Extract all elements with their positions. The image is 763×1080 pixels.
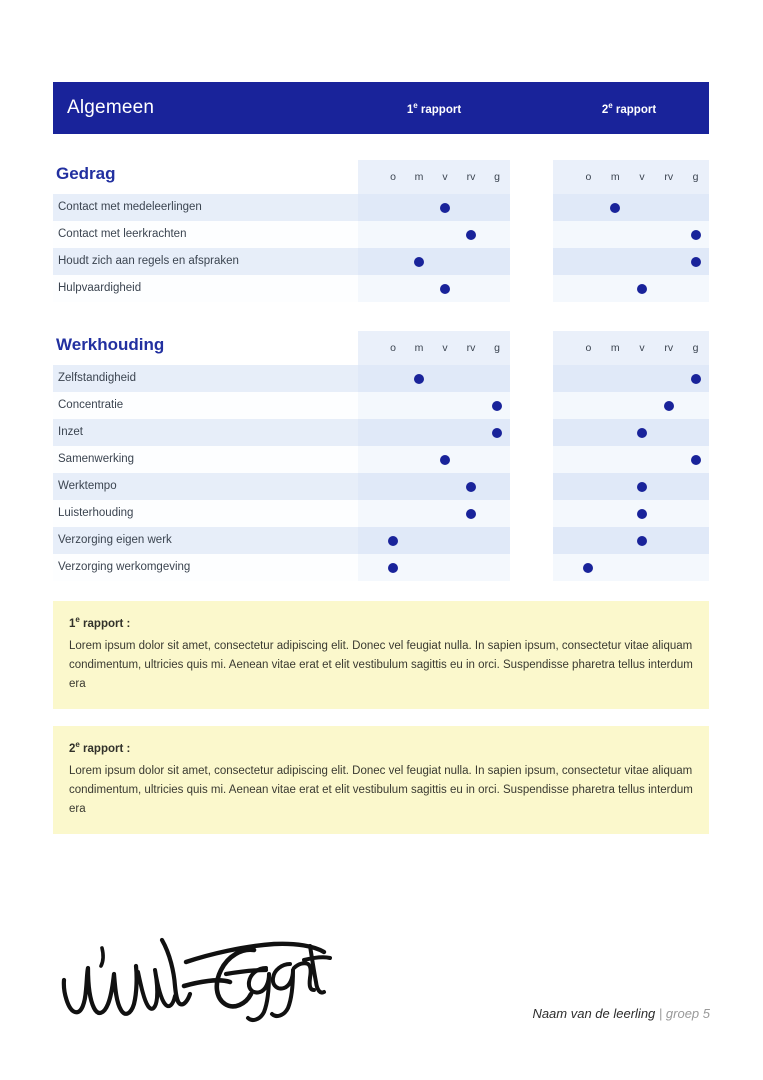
rating-dot-icon [691,257,701,267]
rating-group-r2 [553,473,709,500]
rating-group-r1 [358,221,510,248]
row-band-gap [510,275,553,302]
section-gedrag [53,160,709,302]
rating-dot-icon [440,203,450,213]
rating-group-r2 [553,365,709,392]
row-label: Samenwerking [58,453,135,465]
rating-dot-icon [637,482,647,492]
section-gedrag-head [53,160,709,194]
note-2-label: rapport : [79,742,131,755]
table-row [53,221,709,248]
rating-group-r2 [553,500,709,527]
note-2-superscript: e [75,740,80,749]
note-1-superscript: e [75,615,80,624]
rating-dot-icon [637,509,647,519]
rating-dot-icon [664,401,674,411]
rating-group-r1 [358,365,510,392]
rating-dot-icon [691,455,701,465]
report-header-bar [53,82,709,134]
row-label: Houdt zich aan regels en afspraken [58,255,239,267]
rating-dot-icon [414,374,424,384]
row-band-gap [510,365,553,392]
note-1-number: 1 [69,617,76,630]
rating-group-r2 [553,194,709,221]
table-row [53,392,709,419]
scale-label-m: m [610,342,620,354]
student-name: Naam van de leerling [532,1006,656,1021]
rating-dot-icon [637,284,647,294]
rating-dot-icon [637,536,647,546]
section-gedrag-rows [53,194,709,302]
note-report-2-body: Lorem ipsum dolor sit amet, consectetur adipiscing elit. Donec vel feugiat nulla. In sapien ipsum, consectetur vitae aliquam condimentum, ultricies quis mi. Aenean vitae erat et elit vestibulum sagittis eu in orci. Suspendisse pharetra tellus interdum era [69,764,693,815]
row-band-gap [510,194,553,221]
rating-cell-rv[interactable] [458,230,484,240]
table-row [53,248,709,275]
rating-cell-v[interactable] [432,455,458,465]
row-label: Contact met medeleerlingen [58,201,202,213]
scale-label-v: v [639,171,645,183]
scale-label-g: g [692,342,699,354]
report-2-header [553,101,705,116]
row-band-gap [510,248,553,275]
note-report-1 [53,601,709,709]
table-row [53,554,709,581]
rating-cell-rv[interactable] [458,482,484,492]
scale-label-v: v [639,342,645,354]
scale-header-report1-gedrag [358,160,510,194]
rating-cell-rv[interactable] [458,509,484,519]
rating-group-r1 [358,500,510,527]
rating-cell-m[interactable] [602,203,629,213]
table-row [53,419,709,446]
row-band-gap [510,221,553,248]
row-label: Werktempo [58,480,117,492]
rating-cell-g[interactable] [682,257,709,267]
row-band-gap [510,554,553,581]
rating-dot-icon [466,482,476,492]
report-2-label: rapport [612,103,657,116]
rating-dot-icon [583,563,593,573]
row-label: Verzorging eigen werk [58,534,172,546]
row-label: Zelfstandigheid [58,372,136,384]
row-band-gap [510,419,553,446]
rating-dot-icon [466,509,476,519]
rating-group-r1 [358,554,510,581]
report-1-header [358,101,510,116]
section-werkhouding-title: Werkhouding [56,335,165,354]
rating-group-r1 [358,194,510,221]
rating-group-r1 [358,527,510,554]
note-report-2-title [69,740,693,755]
rating-group-r2 [553,221,709,248]
rating-cell-rv[interactable] [655,401,682,411]
rating-cell-o[interactable] [575,563,602,573]
rating-cell-m[interactable] [406,374,432,384]
scale-label-o: o [390,342,396,354]
rating-cell-v[interactable] [629,428,656,438]
note-report-1-body: Lorem ipsum dolor sit amet, consectetur adipiscing elit. Donec vel feugiat nulla. In sapien ipsum, consectetur vitae aliquam condimentum, ultricies quis mi. Aenean vitae erat et elit vestibulum sagittis eu in orci. Suspendisse pharetra tellus interdum era [69,639,693,690]
scale-label-o: o [585,171,592,183]
row-band-gap [510,473,553,500]
rating-group-r1 [358,446,510,473]
rating-dot-icon [414,257,424,267]
scale-label-rv: rv [466,342,476,354]
scale-label-g: g [494,171,500,183]
rating-dot-icon [388,563,398,573]
rating-cell-g[interactable] [484,428,510,438]
rating-dot-icon [691,374,701,384]
rating-dot-icon [492,428,502,438]
rating-cell-v[interactable] [432,203,458,213]
scale-label-g: g [494,342,500,354]
row-band-gap [510,500,553,527]
rating-group-r2 [553,554,709,581]
rating-cell-g[interactable] [682,230,709,240]
table-row [53,194,709,221]
rating-group-r2 [553,419,709,446]
table-row [53,365,709,392]
rating-group-r1 [358,248,510,275]
section-werkhouding-head [53,331,709,365]
rating-group-r1 [358,392,510,419]
page-title: Algemeen [67,97,155,118]
row-band-lbl [53,419,358,446]
scale-header-report1-werkhouding [358,331,510,365]
student-group: groep 5 [665,1006,710,1021]
rating-cell-o[interactable] [380,563,406,573]
table-row [53,527,709,554]
report-1-label: rapport [417,103,462,116]
report-1-superscript: e [413,100,418,110]
scale-label-m: m [414,342,424,354]
rating-group-r1 [358,275,510,302]
rating-cell-g[interactable] [682,455,709,465]
rating-cell-v[interactable] [629,536,656,546]
rating-group-r2 [553,527,709,554]
rating-cell-m[interactable] [406,257,432,267]
scale-label-rv: rv [664,171,674,183]
scale-header-report2-werkhouding [553,331,709,365]
row-label: Inzet [58,426,83,438]
rating-group-r2 [553,275,709,302]
scale-label-o: o [585,342,592,354]
report-2-superscript: e [608,100,613,110]
rating-cell-o[interactable] [380,536,406,546]
teacher-signature [58,928,338,1024]
rating-group-r1 [358,473,510,500]
scale-header-report2-gedrag [553,160,709,194]
table-row [53,473,709,500]
rating-dot-icon [492,401,502,411]
rating-dot-icon [610,203,620,213]
row-label: Hulpvaardigheid [58,282,142,294]
rating-group-r2 [553,392,709,419]
rating-dot-icon [440,284,450,294]
rating-dot-icon [388,536,398,546]
rating-dot-icon [691,230,701,240]
scale-label-o: o [390,171,396,183]
row-band-gap [510,392,553,419]
rating-dot-icon [637,428,647,438]
note-1-label: rapport : [79,617,131,630]
scale-label-v: v [442,171,448,183]
footer-separator: | [655,1006,666,1021]
note-report-2 [53,726,709,834]
footer-student-info [532,1006,710,1021]
row-band-gap [510,527,553,554]
row-label: Concentratie [58,399,124,411]
scale-label-rv: rv [466,171,476,183]
rating-cell-g[interactable] [484,401,510,411]
rating-group-r2 [553,248,709,275]
report-2-number: 2 [601,103,609,116]
rating-group-r1 [358,419,510,446]
row-label: Verzorging werkomgeving [58,561,191,573]
rating-group-r2 [553,446,709,473]
scale-label-m: m [610,171,620,183]
scale-label-g: g [692,171,699,183]
section-gedrag-title: Gedrag [56,164,116,183]
note-report-1-title [69,615,693,630]
rating-dot-icon [440,455,450,465]
note-2-number: 2 [69,742,76,755]
scale-label-m: m [414,171,424,183]
rating-cell-v[interactable] [629,482,656,492]
rating-cell-v[interactable] [629,509,656,519]
row-label: Contact met leerkrachten [58,228,187,240]
table-row [53,446,709,473]
table-row [53,500,709,527]
table-row [53,275,709,302]
section-werkhouding [53,331,709,581]
rating-dot-icon [466,230,476,240]
scale-label-rv: rv [664,342,674,354]
row-band-gap [510,446,553,473]
report-1-number: 1 [406,103,414,116]
section-werkhouding-rows [53,365,709,581]
scale-label-v: v [442,342,448,354]
rating-cell-v[interactable] [629,284,656,294]
rating-cell-v[interactable] [432,284,458,294]
row-label: Luisterhouding [58,507,134,519]
rating-cell-g[interactable] [682,374,709,384]
